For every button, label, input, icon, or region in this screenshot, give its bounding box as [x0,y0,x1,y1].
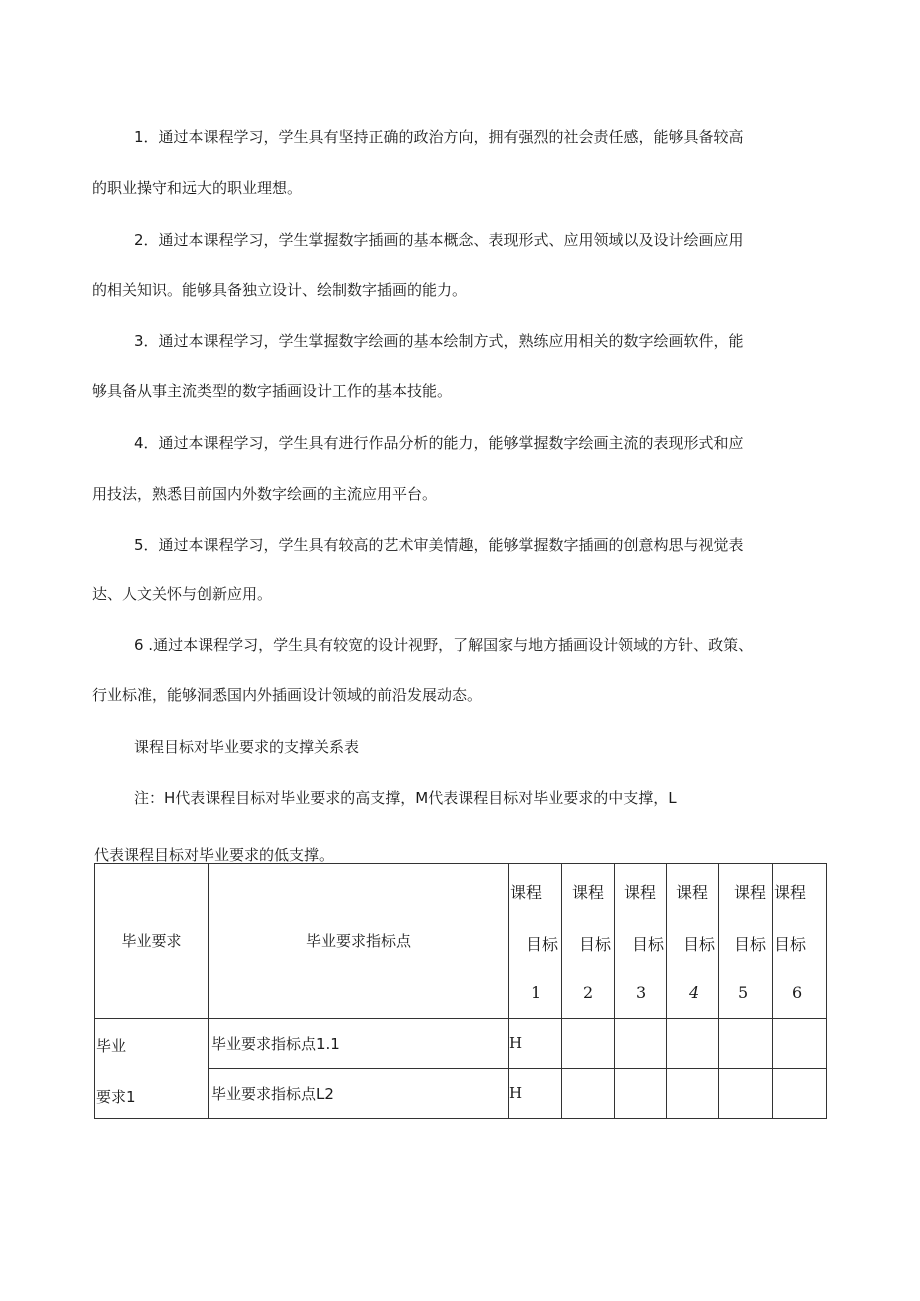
goal-6-line-2: 行业标准，能够洞悉国内外插画设计领域的前沿发展动态。 [92,686,483,704]
goal-2-line-1: 2．通过本课程学习，学生掌握数字插画的基本概念、表现形式、应用领域以及设计绘画应用 [134,231,744,249]
goal-5-line-1: 5．通过本课程学习，学生具有较高的艺术审美情趣，能够掌握数字插画的创意构思与视觉表 [134,536,744,554]
legend-note-line-1: 注：H代表课程目标对毕业要求的高支撑，M代表课程目标对毕业要求的中支撑，L [134,789,677,807]
goal-6-line-1: 6 .通过本课程学习，学生具有较宽的设计视野，了解国家与地方插画设计领域的方针、政策、 [134,636,754,654]
header-goal-5: 课程 目标 5 [719,864,773,1019]
value-cell [719,1018,773,1068]
header-goal-2: 课程 目标 2 [562,864,615,1019]
goal-4-line-2: 用技法，熟悉目前国内外数字绘画的主流应用平台。 [92,485,438,503]
header-goal-3: 课程 目标 3 [615,864,667,1019]
goal-4-line-1: 4．通过本课程学习，学生具有进行作品分析的能力，能够掌握数字绘画主流的表现形式和应 [134,434,744,452]
goal-5-line-2: 达、人文关怀与创新应用。 [92,585,273,603]
value-cell [667,1068,719,1118]
value-cell: H [509,1018,562,1068]
table-row [95,1018,827,1068]
indicator-1-1: 毕业要求指标点1.1 [209,1018,509,1068]
value-cell [562,1068,615,1118]
goal-3-line-2: 够具备从事主流类型的数字插画设计工作的基本技能。 [92,382,453,400]
goal-2-line-2: 的相关知识。能够具备独立设计、绘制数字插画的能力。 [92,281,468,299]
goal-3-line-1: 3．通过本课程学习，学生掌握数字绘画的基本绘制方式，熟练应用相关的数字绘画软件，能 [134,332,744,350]
value-cell [615,1018,667,1068]
table-header-row [95,864,827,1019]
requirement-1-cell: 毕业 要求1 [95,1018,209,1118]
header-requirement: 毕业要求 [95,864,209,1019]
value-cell: H [509,1068,562,1118]
value-cell [773,1018,827,1068]
indicator-1-2: 毕业要求指标点L2 [209,1068,509,1118]
goal-1-line-1: 1．通过本课程学习，学生具有坚持正确的政治方向，拥有强烈的社会责任感，能够具备较高 [134,128,744,146]
value-cell [667,1018,719,1068]
legend-note-line-2: 代表课程目标对毕业要求的低支撑。 [94,846,335,864]
header-goal-1: 课程 目标 1 [509,864,562,1019]
header-goal-6: 课程 目标 6 [773,864,827,1019]
value-cell [773,1068,827,1118]
table-caption: 课程目标对毕业要求的支撑关系表 [134,738,360,756]
value-cell [719,1068,773,1118]
header-goal-4: 课程 目标 4 [667,864,719,1019]
value-cell [615,1068,667,1118]
header-indicator: 毕业要求指标点 [209,864,509,1019]
value-cell [562,1018,615,1068]
goal-1-line-2: 的职业操守和远大的职业理想。 [92,179,303,197]
support-matrix-table [94,863,827,1119]
